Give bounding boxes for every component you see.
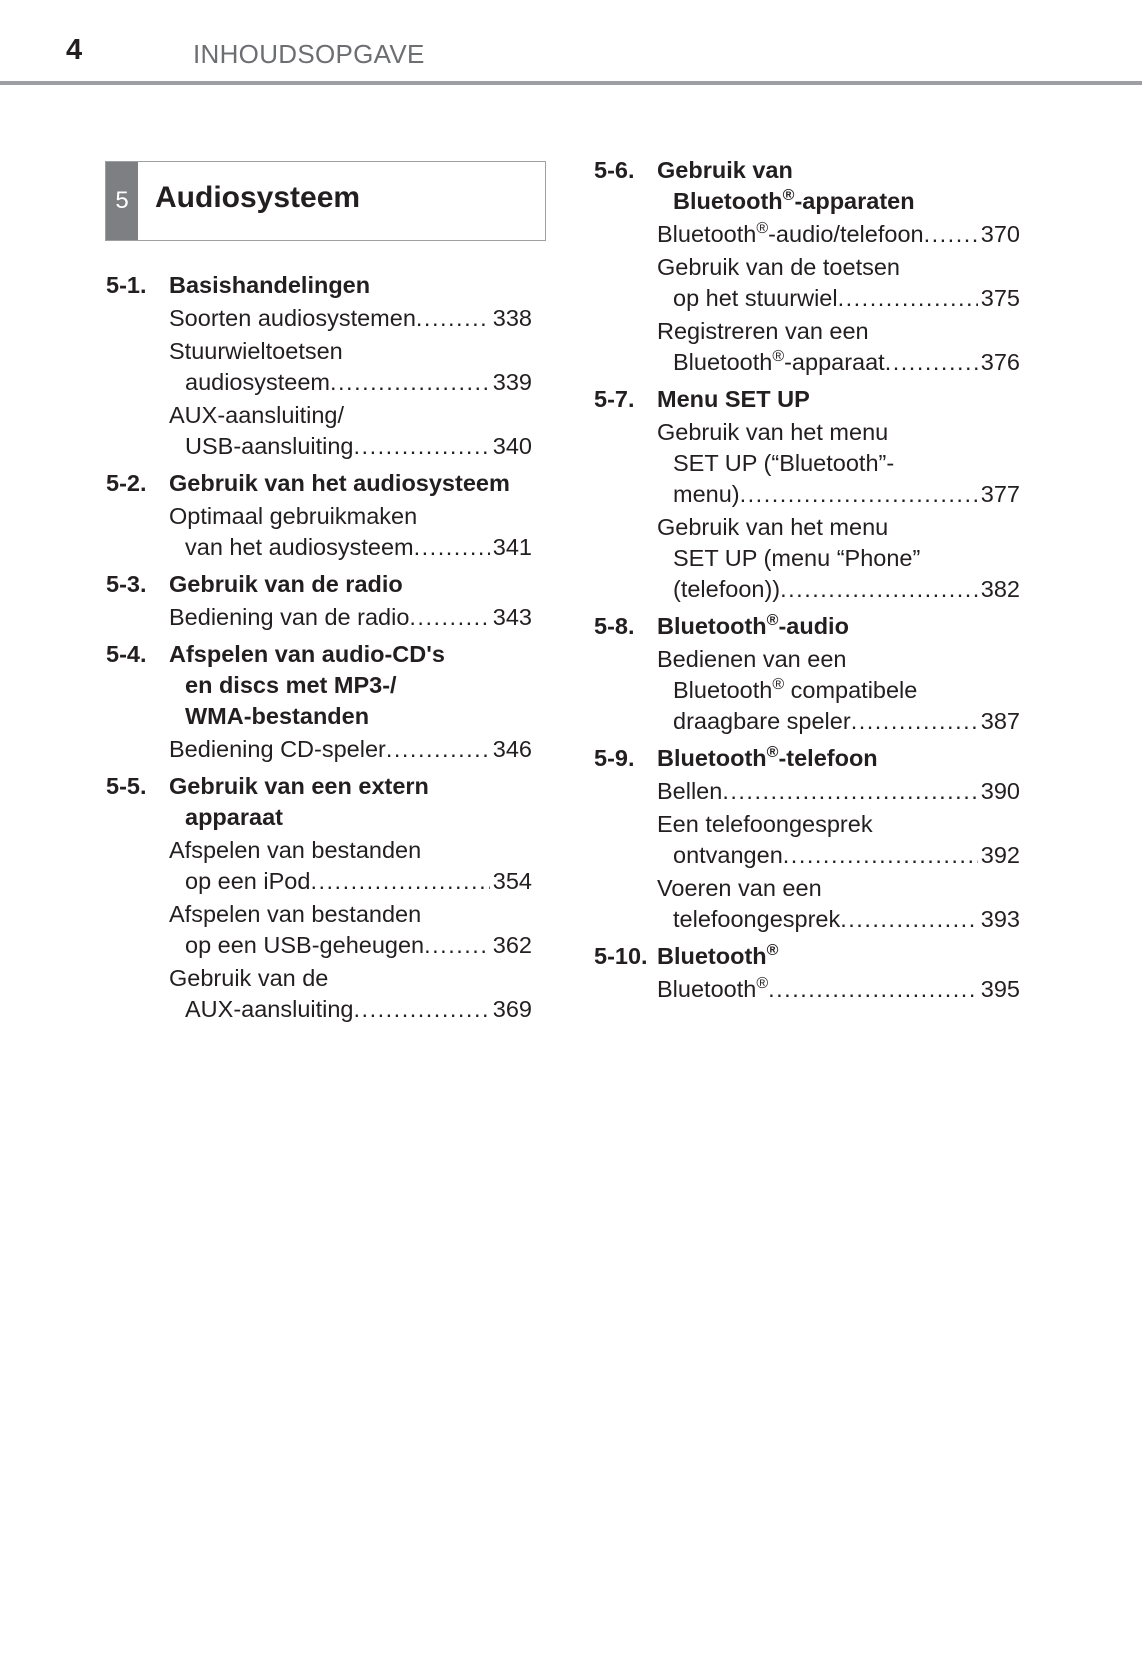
- toc-section-number: 5-9.: [594, 745, 635, 771]
- toc-entry-list: [106, 499, 532, 569]
- toc-section-heading[interactable]: [594, 155, 1020, 217]
- toc-section-title-line: [657, 186, 1020, 217]
- dot-leader: [851, 706, 978, 737]
- registered-mark: ®: [772, 348, 785, 365]
- toc-entry-line: [169, 367, 532, 398]
- text-fragment: Bluetooth: [657, 613, 767, 639]
- toc-page-number: 390: [980, 778, 1020, 804]
- toc-entry-text: menu): [673, 481, 740, 507]
- toc-entry[interactable]: [169, 301, 532, 334]
- toc-entry-text: op een iPod: [185, 868, 311, 894]
- toc-section-title-line: Gebruik van: [657, 157, 793, 183]
- registered-mark: ®: [772, 676, 785, 693]
- dot-leader: [354, 994, 490, 1025]
- toc-entry-text: Bellen: [657, 778, 723, 804]
- toc-entry-line: [169, 866, 532, 897]
- toc-section-heading[interactable]: [594, 743, 1020, 774]
- toc-section-heading[interactable]: [106, 639, 532, 732]
- toc-entry-line: Voeren van een: [657, 875, 822, 901]
- registered-mark: ®: [756, 220, 769, 237]
- toc-section-heading[interactable]: [594, 611, 1020, 642]
- toc-entry-line: SET UP (menu “Phone”: [673, 545, 921, 571]
- toc-page-number: 343: [492, 604, 532, 630]
- toc-page-number: 395: [980, 976, 1020, 1002]
- toc-section-number: 5-7.: [594, 386, 635, 412]
- toc-entry-list: [594, 415, 1020, 611]
- toc-entry-list: [106, 600, 532, 639]
- toc-entry[interactable]: [169, 833, 532, 897]
- toc-entry-list: [106, 732, 532, 771]
- toc-entry-line: [657, 219, 1020, 250]
- toc-entry-line: [169, 734, 532, 765]
- toc-section-title-line: Gebruik van een extern: [169, 773, 429, 799]
- toc-column-right: [594, 155, 1020, 1011]
- toc-entry-list: [106, 833, 532, 1031]
- toc-entry-text: [657, 219, 924, 250]
- page-number: 4: [66, 34, 83, 66]
- toc-entry[interactable]: [657, 871, 1020, 935]
- toc-page-number: 338: [492, 305, 532, 331]
- toc-entry[interactable]: [657, 510, 1020, 605]
- toc-entry[interactable]: [657, 217, 1020, 250]
- registered-mark: ®: [766, 612, 779, 629]
- toc-section-number: 5-3.: [106, 571, 147, 597]
- toc-entry-line: Gebruik van de: [169, 965, 329, 991]
- toc-entry[interactable]: [657, 642, 1020, 737]
- toc-entry-text: op het stuurwiel: [673, 285, 838, 311]
- text-fragment: -apparaat: [784, 349, 885, 375]
- toc-column-left: [106, 270, 532, 1031]
- text-fragment: -apparaten: [794, 188, 915, 214]
- toc-entry-line: [657, 479, 1020, 510]
- toc-entry-list: [594, 642, 1020, 743]
- toc-section-title-line: apparaat: [185, 804, 283, 830]
- toc-entry[interactable]: [169, 961, 532, 1025]
- toc-section-number: 5-2.: [106, 470, 147, 496]
- toc-entry-line: [169, 431, 532, 462]
- toc-entry-line: [657, 675, 1020, 706]
- header-title: INHOUDSOPGAVE: [193, 39, 425, 69]
- toc-section-heading[interactable]: [106, 569, 532, 600]
- toc-section-heading[interactable]: [106, 468, 532, 499]
- toc-section-title-line: Afspelen van audio-CD's: [169, 641, 445, 667]
- toc-entry-text: [673, 347, 885, 378]
- toc-entry-line: [657, 283, 1020, 314]
- toc-section-number: 5-6.: [594, 157, 635, 183]
- toc-entry[interactable]: [657, 250, 1020, 314]
- dot-leader: [885, 347, 978, 378]
- toc-entry[interactable]: [169, 600, 532, 633]
- toc-entry-line: [657, 574, 1020, 605]
- toc-entry-line: [657, 840, 1020, 871]
- toc-entry-line: [657, 347, 1020, 378]
- toc-entry-text: ontvangen: [673, 842, 783, 868]
- toc-entry-text: Bediening van de radio: [169, 604, 410, 630]
- text-fragment: -audio: [778, 613, 849, 639]
- toc-entry[interactable]: [657, 972, 1020, 1005]
- toc-section-heading[interactable]: [594, 941, 1020, 972]
- dot-leader: [722, 776, 977, 807]
- toc-page-number: 392: [980, 842, 1020, 868]
- toc-entry-line: Gebruik van de toetsen: [657, 254, 900, 280]
- toc-entry-text: AUX-aansluiting: [185, 996, 354, 1022]
- text-fragment: compatibele: [784, 677, 918, 703]
- toc-entry-line: [169, 602, 532, 633]
- registered-mark: ®: [756, 975, 769, 992]
- toc-entry-list: [106, 301, 532, 468]
- toc-entry-text: Soorten audiosystemen: [169, 305, 416, 331]
- toc-page-number: 393: [980, 906, 1020, 932]
- registered-mark: ®: [766, 744, 779, 761]
- toc-entry-text: USB-aansluiting: [185, 433, 354, 459]
- dot-leader: [409, 602, 489, 633]
- toc-entry-line: Stuurwieltoetsen: [169, 338, 343, 364]
- text-fragment: Bluetooth: [657, 943, 767, 969]
- toc-section-title-line: Gebruik van het audiosysteem: [169, 470, 510, 496]
- dot-leader: [354, 431, 490, 462]
- text-fragment: -telefoon: [778, 745, 878, 771]
- toc-section-number: 5-10.: [594, 943, 648, 969]
- toc-section-title-line: Basishandelingen: [169, 272, 371, 298]
- toc-entry-line: Bedienen van een: [657, 646, 847, 672]
- toc-section-title: [169, 569, 532, 600]
- toc-entry-text: draagbare speler: [673, 708, 851, 734]
- toc-section-title: [657, 941, 1020, 972]
- toc-section-title-line: en discs met MP3-/: [185, 672, 397, 698]
- dot-leader: [414, 532, 490, 563]
- toc-section-title: [169, 771, 532, 833]
- registered-mark: ®: [766, 942, 779, 959]
- toc-entry-line: Gebruik van het menu: [657, 419, 889, 445]
- text-fragment: Bluetooth: [673, 677, 773, 703]
- toc-entry-line: [169, 994, 532, 1025]
- toc-page-number: 354: [492, 868, 532, 894]
- toc-section-title-line: [657, 611, 1020, 642]
- toc-section-title-line: WMA-bestanden: [185, 703, 370, 729]
- toc-page-number: 369: [492, 996, 532, 1022]
- toc-page-number: 339: [492, 369, 532, 395]
- text-fragment: Bluetooth: [657, 221, 757, 247]
- toc-entry-line: [657, 706, 1020, 737]
- toc-entry[interactable]: [169, 334, 532, 398]
- toc-entry-line: Een telefoongesprek: [657, 811, 873, 837]
- chapter-number-tab: 5: [106, 162, 138, 240]
- toc-section-title-line: Menu SET UP: [657, 386, 810, 412]
- text-fragment: Bluetooth: [673, 188, 783, 214]
- toc-entry[interactable]: [169, 398, 532, 462]
- toc-section-number: 5-5.: [106, 773, 147, 799]
- toc-entry[interactable]: [657, 807, 1020, 871]
- toc-entry-text: [657, 974, 768, 1005]
- toc-entry[interactable]: [169, 732, 532, 765]
- toc-entry-line: Afspelen van bestanden: [169, 901, 422, 927]
- toc-page-number: 377: [980, 481, 1020, 507]
- toc-page-number: 376: [980, 349, 1020, 375]
- toc-section-title-line: [657, 743, 1020, 774]
- toc-entry-line: [657, 974, 1020, 1005]
- toc-section-title: [169, 270, 532, 301]
- toc-page-number: 382: [980, 576, 1020, 602]
- dot-leader: [840, 904, 978, 935]
- toc-section-title: [657, 743, 1020, 774]
- dot-leader: [330, 367, 490, 398]
- dot-leader: [783, 840, 978, 871]
- toc-section-title: [657, 611, 1020, 642]
- dot-leader: [416, 303, 490, 334]
- toc-entry[interactable]: [657, 415, 1020, 510]
- toc-entry-line: [657, 776, 1020, 807]
- toc-section-heading[interactable]: [106, 270, 532, 301]
- toc-entry-list: [594, 972, 1020, 1011]
- text-fragment: -audio/telefoon: [768, 221, 924, 247]
- toc-entry[interactable]: [169, 499, 532, 563]
- toc-entry-text: (telefoon)): [673, 576, 781, 602]
- toc-section-title: [169, 639, 532, 732]
- toc-section-heading[interactable]: [594, 384, 1020, 415]
- toc-entry-text: Bediening CD-speler: [169, 736, 386, 762]
- registered-mark: ®: [782, 187, 795, 204]
- toc-page-number: 346: [492, 736, 532, 762]
- dot-leader: [310, 866, 489, 897]
- toc-entry[interactable]: [657, 314, 1020, 378]
- toc-entry-line: AUX-aansluiting/: [169, 402, 345, 428]
- chapter-heading: [105, 161, 546, 241]
- text-fragment: Bluetooth: [657, 745, 767, 771]
- toc-section-number: 5-1.: [106, 272, 147, 298]
- chapter-title: Audiosysteem: [155, 181, 361, 214]
- toc-entry-line: [657, 904, 1020, 935]
- toc-entry[interactable]: [657, 774, 1020, 807]
- dot-leader: [768, 974, 978, 1005]
- toc-section-number: 5-4.: [106, 641, 147, 667]
- toc-entry-line: SET UP (“Bluetooth”-: [673, 450, 895, 476]
- toc-page-number: 370: [980, 221, 1020, 247]
- toc-section-heading[interactable]: [106, 771, 532, 833]
- toc-entry-line: Gebruik van het menu: [657, 514, 889, 540]
- dot-leader: [838, 283, 978, 314]
- toc-section-title-line: [657, 941, 1020, 972]
- toc-entry-list: [594, 774, 1020, 941]
- toc-section-number: 5-8.: [594, 613, 635, 639]
- dot-leader: [740, 479, 978, 510]
- toc-entry[interactable]: [169, 897, 532, 961]
- toc-entry-line: [169, 532, 532, 563]
- toc-section-title: [169, 468, 532, 499]
- text-fragment: Bluetooth: [657, 976, 757, 1002]
- toc-entry-list: [594, 217, 1020, 384]
- toc-section-title: [657, 155, 1020, 217]
- dot-leader: [924, 219, 978, 250]
- dot-leader: [424, 930, 490, 961]
- dot-leader: [386, 734, 490, 765]
- toc-entry-line: Optimaal gebruikmaken: [169, 503, 418, 529]
- toc-entry-text: op een USB-geheugen: [185, 932, 425, 958]
- toc-entry-text: van het audiosysteem: [185, 534, 414, 560]
- toc-entry-line: Registreren van een: [657, 318, 869, 344]
- text-fragment: Bluetooth: [673, 349, 773, 375]
- toc-section-title: [657, 384, 1020, 415]
- toc-entry-line: [169, 303, 532, 334]
- dot-leader: [780, 574, 978, 605]
- toc-section-title-line: Gebruik van de radio: [169, 571, 403, 597]
- toc-entry-text: telefoongesprek: [673, 906, 841, 932]
- toc-page-number: 362: [492, 932, 532, 958]
- header-divider: [0, 81, 1142, 85]
- toc-page-number: 340: [492, 433, 532, 459]
- toc-page-number: 387: [980, 708, 1020, 734]
- toc-page-number: 341: [492, 534, 532, 560]
- toc-entry-text: audiosysteem: [185, 369, 330, 395]
- toc-entry-line: [169, 930, 532, 961]
- toc-entry-line: Afspelen van bestanden: [169, 837, 422, 863]
- toc-page-number: 375: [980, 285, 1020, 311]
